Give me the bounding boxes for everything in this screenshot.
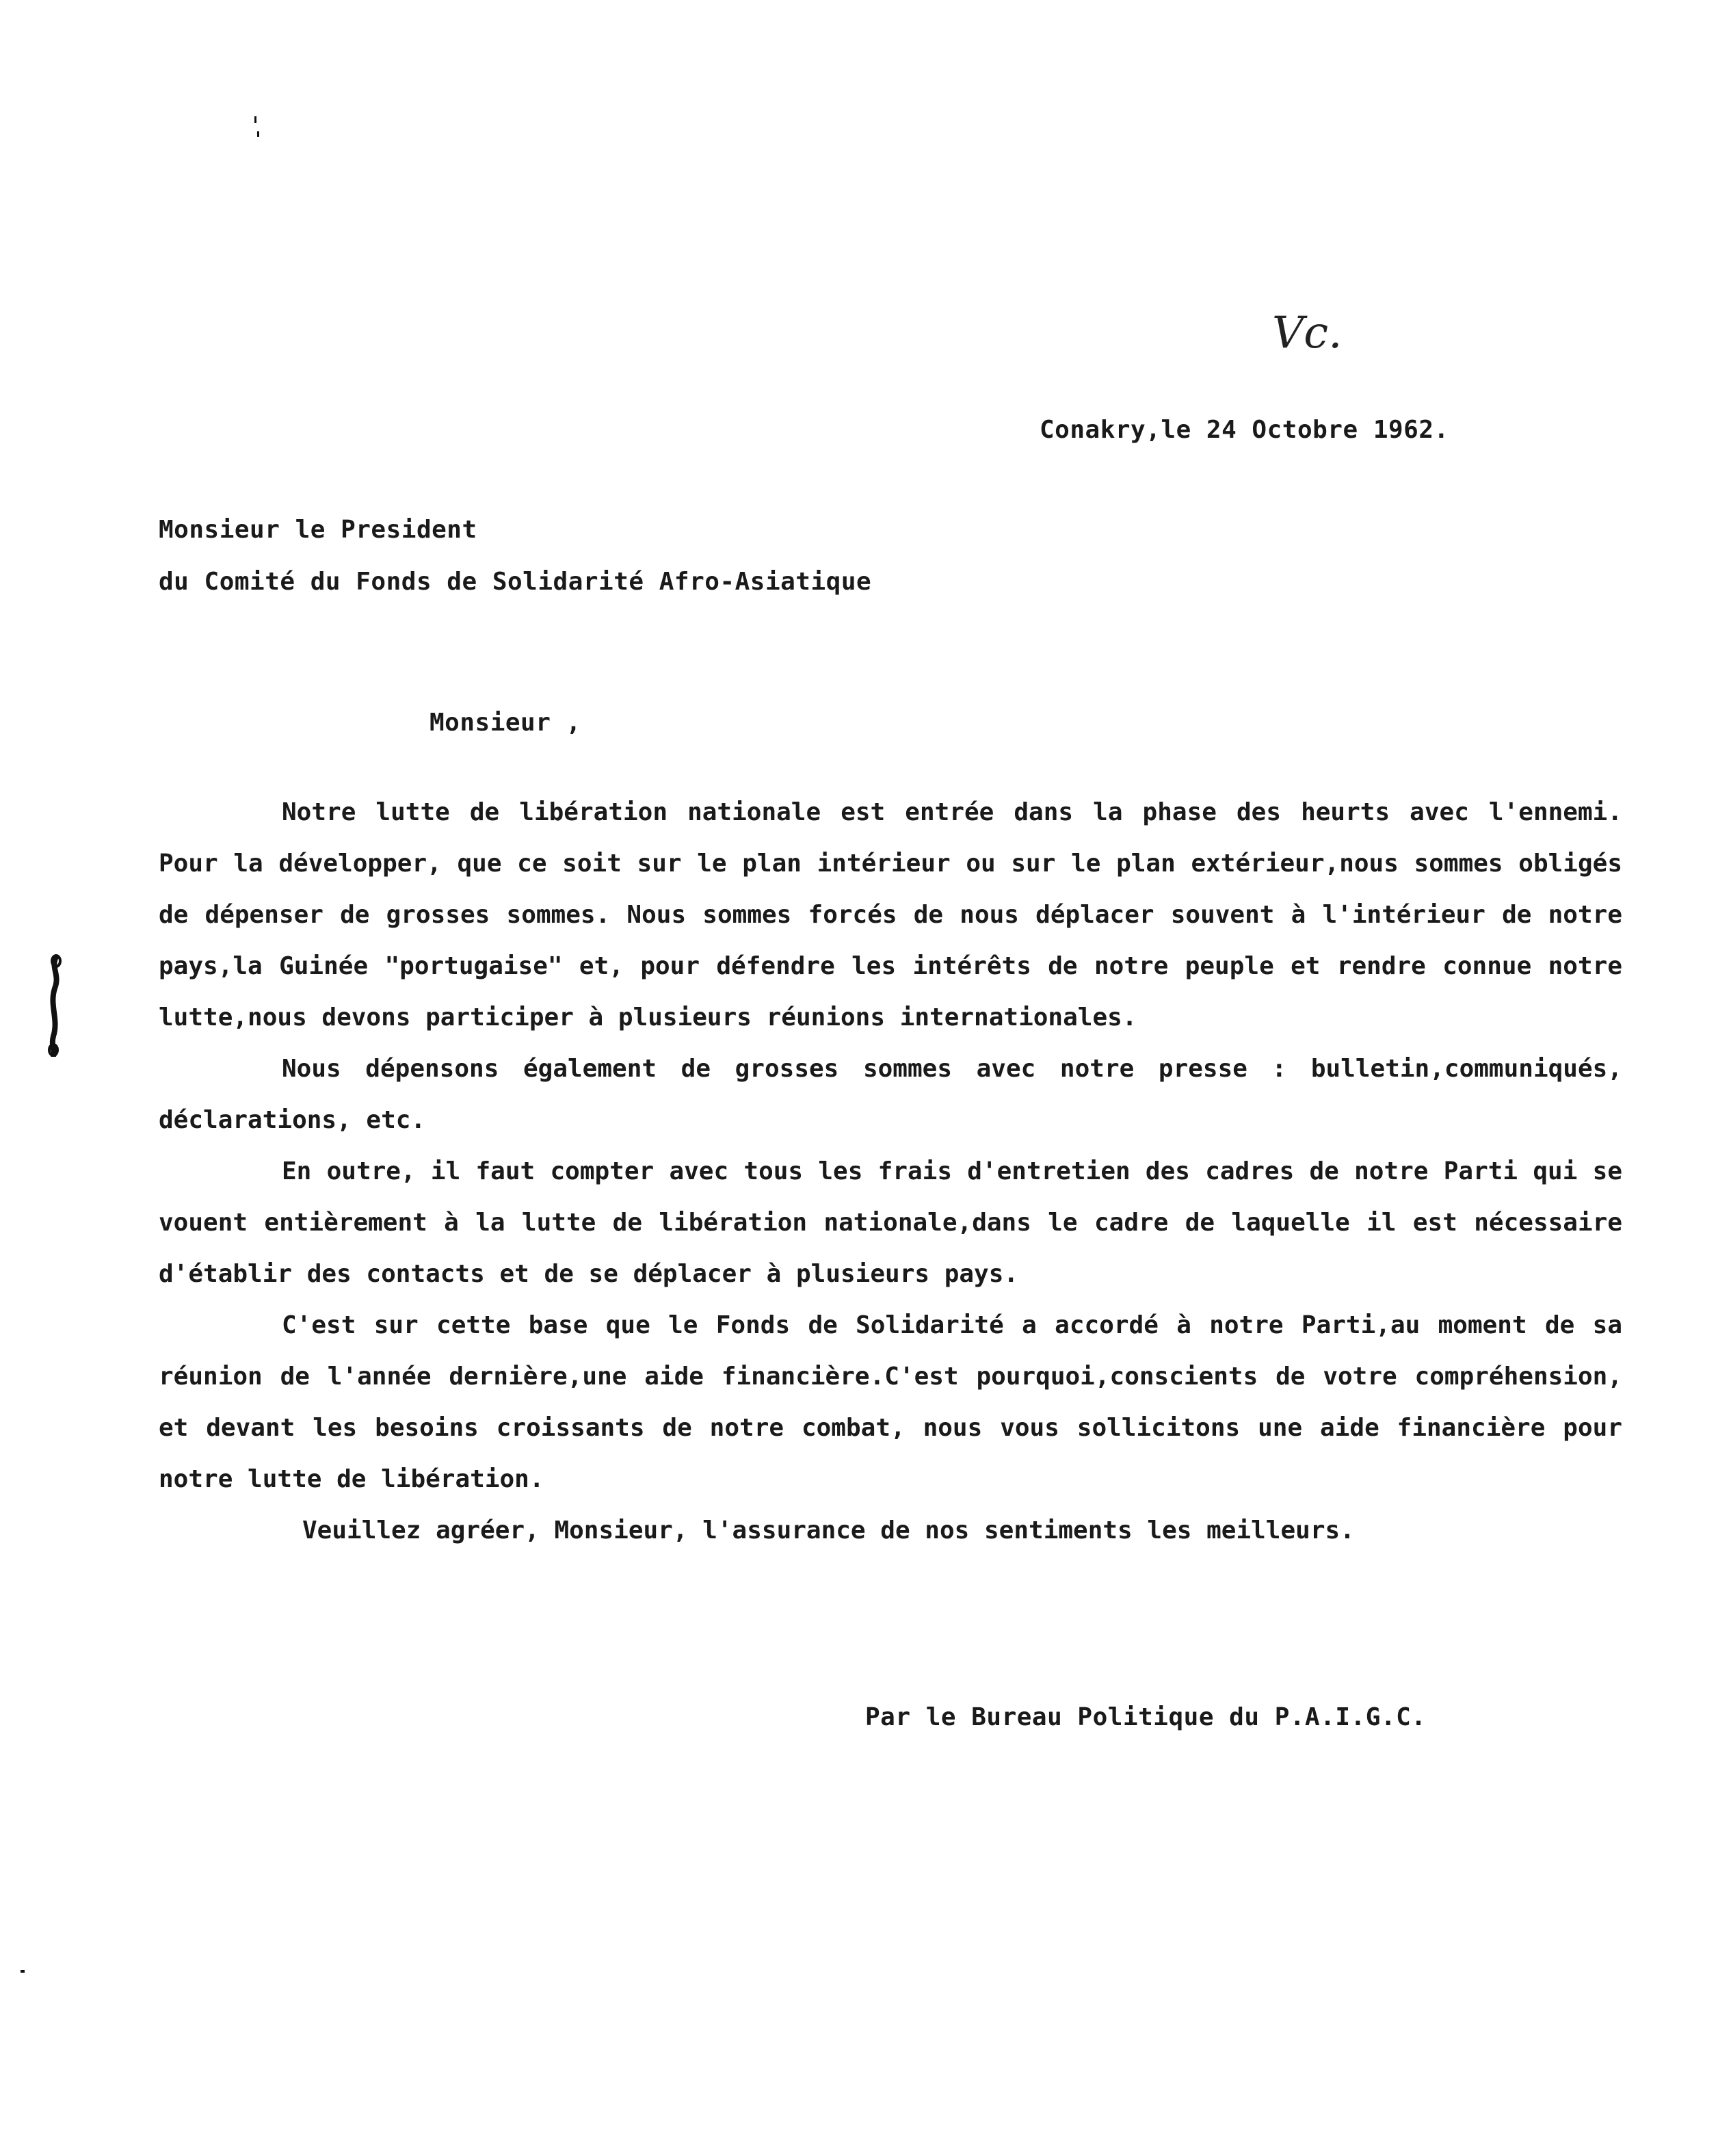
paragraph-1: Notre lutte de libération nationale est entrée dans la phase des heurts avec l'ennemi. Pour la développer, que ce soit sur le plan intérieur ou sur le plan extérieur,nous sommes obligés de dépenser de grosses sommes. Nous sommes forcés de nous déplacer souvent à l'intérieur de notre pays,la Guinée "portugaise" et, pour défendre les intérêts de notre peuple et rendre connue notre lutte,nous devons participer à plusieurs réunions internationales. bbox=[159, 798, 1622, 1031]
scan-speck bbox=[254, 116, 256, 123]
salutation: Monsieur , bbox=[430, 709, 581, 737]
date-line: Conakry,le 24 Octobre 1962. bbox=[1040, 416, 1449, 444]
binder-mark-icon bbox=[47, 954, 64, 1057]
letter-body bbox=[159, 787, 1622, 1556]
scan-speck bbox=[21, 1970, 25, 1973]
closing-paragraph: Veuillez agréer, Monsieur, l'assurance de nos sentiments les meilleurs. bbox=[302, 1516, 1355, 1544]
scan-speck bbox=[257, 131, 259, 137]
paragraph-2: Nous dépensons également de grosses sommes avec notre presse : bulletin,communiqués, déclarations, etc. bbox=[159, 1055, 1622, 1134]
paragraph-3: En outre, il faut compter avec tous les frais d'entretien des cadres de notre Parti qui se vouent entièrement à la lutte de libération nationale,dans le cadre de laquelle il est nécessaire d'établir des contacts et de se déplacer à plusieurs pays. bbox=[159, 1157, 1622, 1288]
paragraph-4: C'est sur cette base que le Fonds de Solidarité a accordé à notre Parti,au moment de sa réunion de l'année dernière,une aide financière.C'est pourquoi,conscients de votre compréhension, et devant les besoins croissants de notre combat, nous vous sollicitons une aide financière pour notre lutte de libération. bbox=[159, 1311, 1622, 1493]
recipient-line-1: Monsieur le President bbox=[159, 516, 477, 544]
signature-line: Par le Bureau Politique du P.A.I.G.C. bbox=[865, 1703, 1427, 1731]
recipient-line-2: du Comité du Fonds de Solidarité Afro-Asiatique bbox=[159, 568, 872, 596]
handwritten-annotation: Vc. bbox=[1272, 308, 1343, 358]
